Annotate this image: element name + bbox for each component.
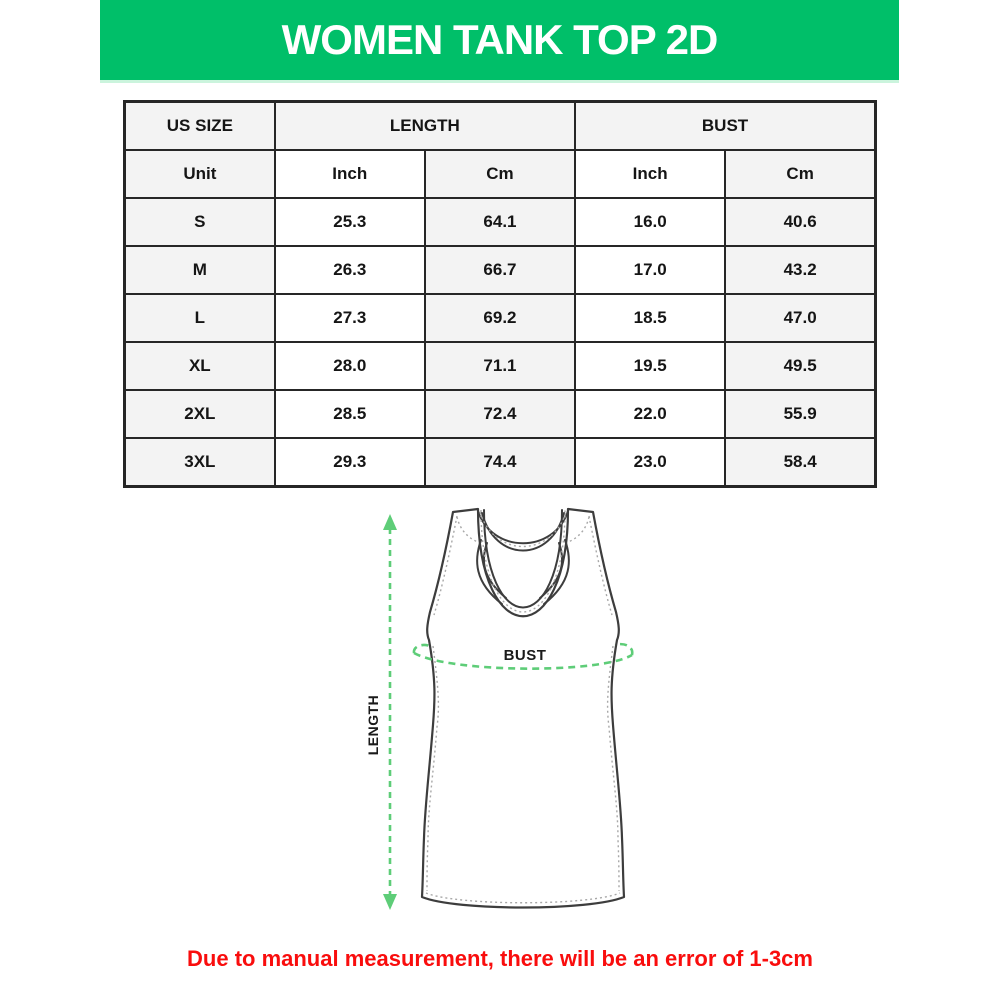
bust-inch-cell: 17.0 — [575, 246, 725, 294]
size-cell: L — [125, 294, 275, 342]
length-inch-label: Inch — [275, 150, 425, 198]
table-row-m — [125, 246, 876, 294]
length-inch-cell: 25.3 — [275, 198, 425, 246]
front-neckline-binding — [482, 513, 564, 551]
length-inch-cell: 28.0 — [275, 342, 425, 390]
bust-cm-cell: 49.5 — [725, 342, 875, 390]
bust-cm-cell: 47.0 — [725, 294, 875, 342]
length-cm-cell: 64.1 — [425, 198, 575, 246]
page-title: WOMEN TANK TOP 2D — [281, 16, 718, 63]
bust-ellipse-right-end — [615, 644, 632, 655]
length-cm-cell: 69.2 — [425, 294, 575, 342]
size-cell: M — [125, 246, 275, 294]
length-cm-cell: 71.1 — [425, 342, 575, 390]
front-neckline — [478, 511, 568, 543]
bust-cm-cell: 55.9 — [725, 390, 875, 438]
size-cell: 2XL — [125, 390, 275, 438]
unit-label: Unit — [125, 150, 275, 198]
bust-cm-cell: 40.6 — [725, 198, 875, 246]
bust-inch-cell: 16.0 — [575, 198, 725, 246]
bust-cm-label: Cm — [725, 150, 875, 198]
length-measure-label: LENGTH — [365, 694, 381, 756]
length-inch-cell: 27.3 — [275, 294, 425, 342]
bust-cm-cell: 58.4 — [725, 438, 875, 487]
length-inch-cell: 29.3 — [275, 438, 425, 487]
length-inch-cell: 28.5 — [275, 390, 425, 438]
bust-measure-label: BUST — [503, 647, 547, 664]
tank-top-outline — [422, 509, 624, 908]
size-cell: 3XL — [125, 438, 275, 487]
size-table — [123, 100, 877, 488]
table-row-s — [125, 198, 876, 246]
neckline-stitch — [480, 512, 566, 547]
bust-inch-cell: 22.0 — [575, 390, 725, 438]
length-header: LENGTH — [275, 102, 575, 151]
tank-top-diagram — [330, 480, 690, 950]
bust-cm-cell: 43.2 — [725, 246, 875, 294]
length-arrow-head-down — [383, 894, 397, 910]
length-cm-label: Cm — [425, 150, 575, 198]
unit-row — [125, 150, 876, 198]
table-row-l — [125, 294, 876, 342]
length-cm-cell: 66.7 — [425, 246, 575, 294]
title-banner — [100, 0, 899, 80]
length-arrow-head-up — [383, 514, 397, 530]
size-cell: S — [125, 198, 275, 246]
bust-header: BUST — [575, 102, 875, 151]
length-cm-cell: 74.4 — [425, 438, 575, 487]
measurement-error-note: Due to manual measurement, there will be an error of 1-3cm — [187, 946, 813, 971]
bust-inch-cell: 18.5 — [575, 294, 725, 342]
length-inch-cell: 26.3 — [275, 246, 425, 294]
us-size-header: US SIZE — [125, 102, 275, 151]
table-row-xl — [125, 342, 876, 390]
bust-inch-cell: 19.5 — [575, 342, 725, 390]
table-row-2xl — [125, 390, 876, 438]
bust-inch-cell: 23.0 — [575, 438, 725, 487]
group-header-row — [125, 102, 876, 151]
length-cm-cell: 72.4 — [425, 390, 575, 438]
bust-inch-label: Inch — [575, 150, 725, 198]
size-cell: XL — [125, 342, 275, 390]
bust-ellipse-left-end — [414, 645, 430, 653]
back-neckline-binding — [484, 510, 562, 608]
